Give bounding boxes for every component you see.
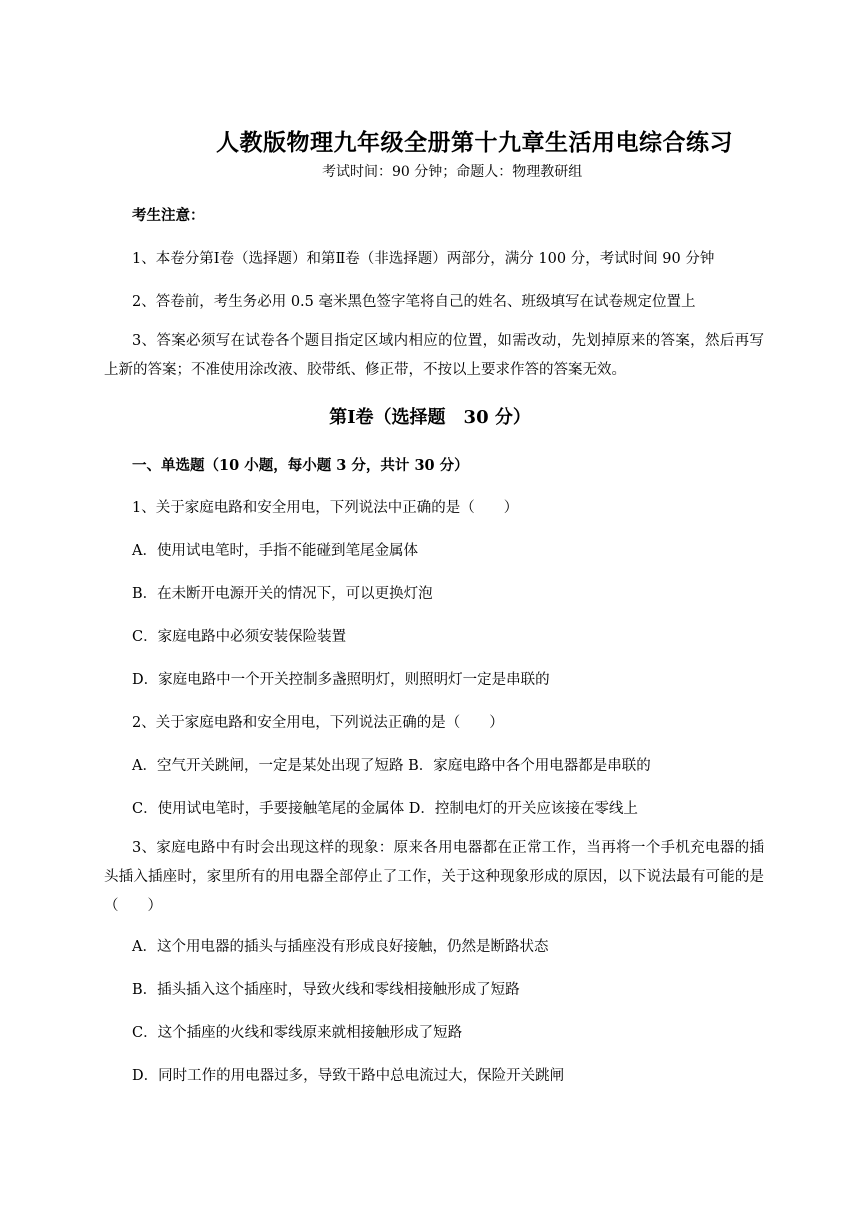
section-title: 第Ⅰ卷（选择题 30 分） <box>329 407 531 428</box>
question-option: B．在未断开电源开关的情况下，可以更换灯泡 <box>132 586 433 602</box>
question-option: B．插头插入这个插座时，导致火线和零线相接触形成了短路 <box>132 982 520 998</box>
question-stem: 2、关于家庭电路和安全用电，下列说法正确的是（ ） <box>132 715 504 731</box>
question-option: C．这个插座的火线和零线原来就相接触形成了短路 <box>132 1025 463 1041</box>
notice-heading: 考生注意： <box>132 207 205 224</box>
question-option: C．使用试电笔时，手要接触笔尾的金属体 D．控制电灯的开关应该接在零线上 <box>132 801 638 817</box>
exam-title: 人教版物理九年级全册第十九章生活用电综合练习 <box>216 129 733 156</box>
question-option: A．这个用电器的插头与插座没有形成良好接触，仍然是断路状态 <box>132 939 549 955</box>
notice-item: 3、答案必须写在试卷各个题目指定区域内相应的位置，如需改动，先划掉原来的答案，然后再写上新的答案；不准使用涂改液、胶带纸、修正带，不按以上要求作答的答案无效。 <box>104 333 764 378</box>
question-option: D．家庭电路中一个开关控制多盏照明灯，则照明灯一定是串联的 <box>132 672 550 688</box>
part-heading: 一、单选题（10 小题，每小题 3 分，共计 30 分） <box>132 457 469 474</box>
question-option: D．同时工作的用电器过多，导致干路中总电流过大，保险开关跳闸 <box>132 1068 565 1084</box>
question-stem: 1、关于家庭电路和安全用电，下列说法中正确的是（ ） <box>132 500 519 516</box>
question-option: C．家庭电路中必须安装保险装置 <box>132 629 347 645</box>
exam-subtitle: 考试时间：90 分钟；命题人：物理教研组 <box>322 164 583 180</box>
question-option: A．使用试电笔时，手指不能碰到笔尾金属体 <box>132 543 418 559</box>
notice-item: 1、本卷分第Ⅰ卷（选择题）和第Ⅱ卷（非选择题）两部分，满分 100 分，考试时间 90 分钟 <box>132 251 715 267</box>
notice-item: 2、答卷前，考生务必用 0.5 毫米黑色签字笔将自己的姓名、班级填写在试卷规定位置上 <box>132 294 696 310</box>
question-stem: 3、家庭电路中有时会出现这样的现象：原来各用电器都在正常工作，当再将一个手机充电器的插头插入插座时，家里所有的用电器全部停止了工作，关于这种现象形成的原因，以下说法最有可能的是（ ） <box>104 840 764 914</box>
question-option: A．空气开关跳闸，一定是某处出现了短路 B．家庭电路中各个用电器都是串联的 <box>132 758 651 774</box>
